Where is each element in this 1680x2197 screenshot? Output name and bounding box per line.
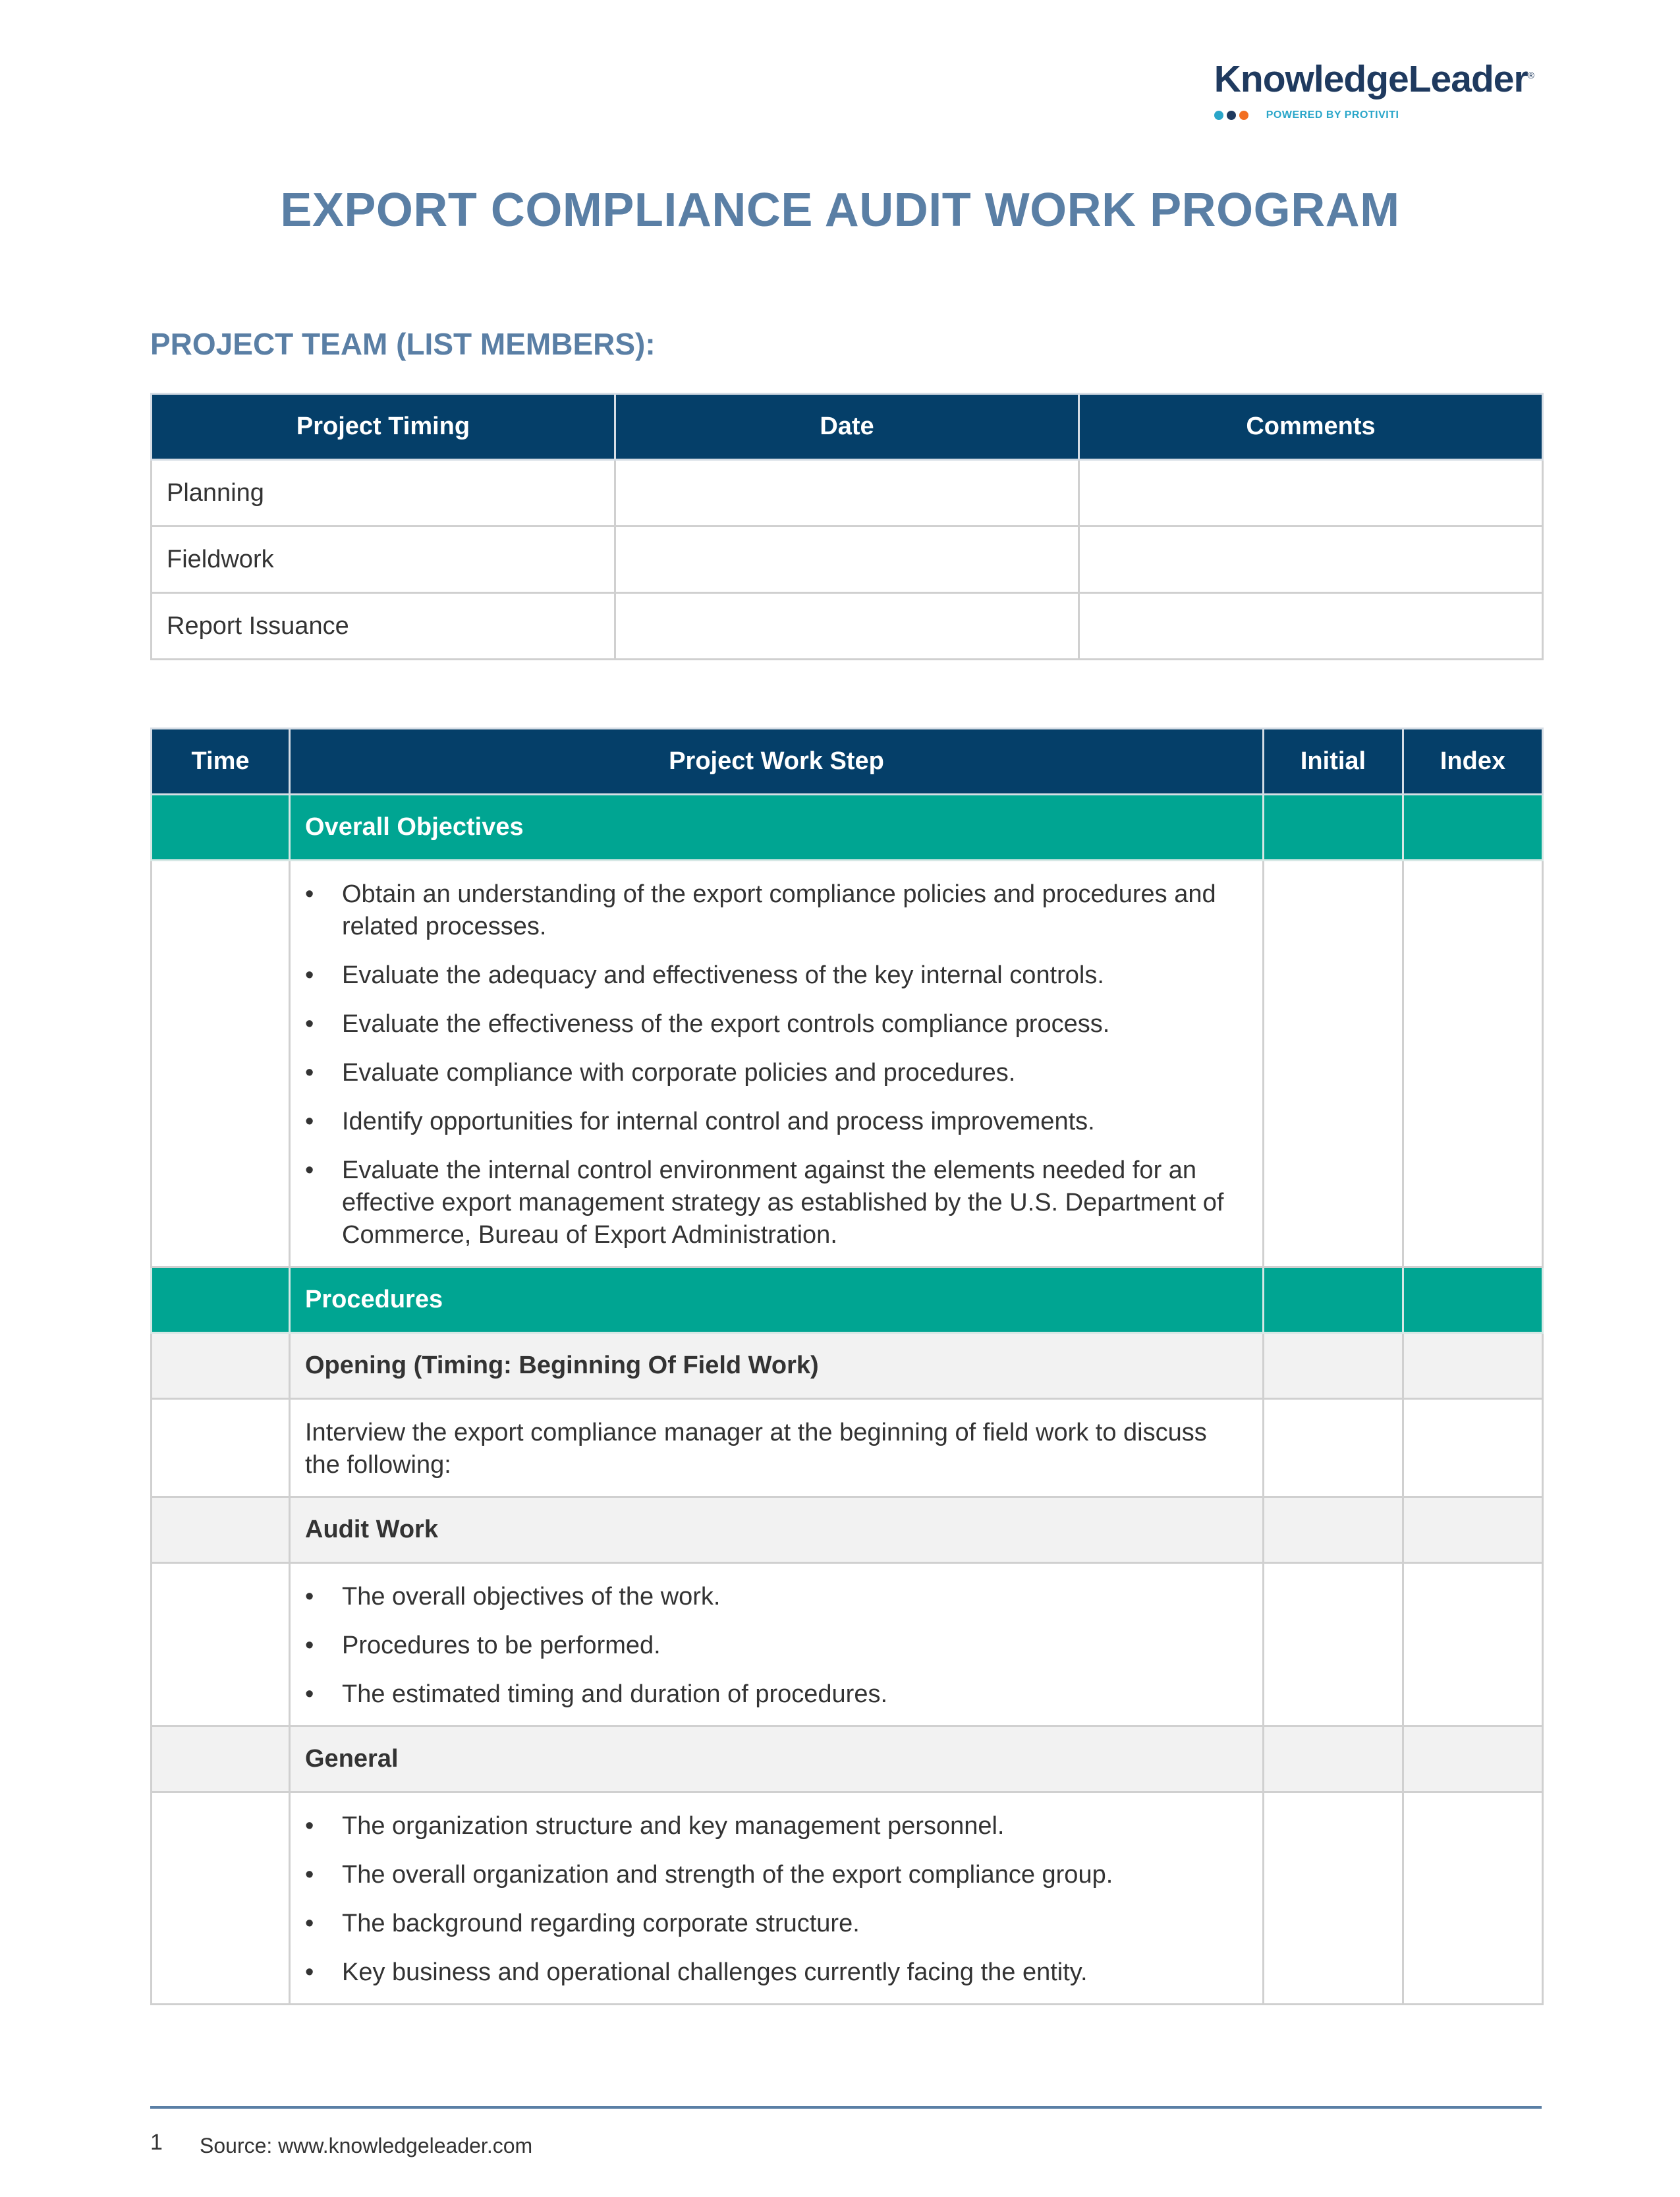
list-item: • Obtain an understanding of the export compliance policies and procedures and related processes.: [305, 878, 1248, 943]
subsection-row-opening: [152, 1333, 1543, 1399]
document-title: EXPORT COMPLIANCE AUDIT WORK PROGRAM: [280, 184, 1400, 237]
initial-cell: [1264, 1267, 1403, 1333]
subsection-heading-opening: Opening (Timing: Beginning Of Field Work): [290, 1333, 1264, 1399]
date-cell-planning[interactable]: [615, 460, 1079, 527]
subsection-heading-general: General: [290, 1726, 1264, 1792]
list-item: • Procedures to be performed.: [305, 1630, 1248, 1662]
initial-cell: [1264, 795, 1403, 861]
work-step-cell: [290, 861, 1264, 1267]
list-item: • The background regarding corporate structure.: [305, 1908, 1248, 1940]
timing-label-fieldwork: Fieldwork: [152, 527, 615, 593]
initial-cell[interactable]: [1264, 1399, 1403, 1497]
column-header-project-timing: Project Timing: [152, 394, 615, 460]
list-item: • Evaluate the effectiveness of the export controls compliance process.: [305, 1008, 1248, 1041]
time-cell: [152, 1726, 290, 1792]
table-row: [152, 861, 1543, 1267]
list-item: • Key business and operational challenges currently facing the entity.: [305, 1956, 1248, 1989]
list-item: • The overall objectives of the work.: [305, 1581, 1248, 1613]
logo-wordmark-text: KnowledgeLeader: [1214, 58, 1528, 100]
work-header-row: [152, 729, 1543, 795]
comments-cell-report-issuance[interactable]: [1079, 593, 1543, 660]
comments-cell-fieldwork[interactable]: [1079, 527, 1543, 593]
comments-cell-planning[interactable]: [1079, 460, 1543, 527]
subsection-row-general: [152, 1726, 1543, 1792]
logo-dot-icon-1: [1214, 111, 1223, 120]
project-timing-table: [150, 393, 1544, 660]
initial-cell[interactable]: [1264, 1563, 1403, 1726]
knowledgeleader-logo: [1214, 54, 1534, 121]
initial-cell[interactable]: [1264, 1792, 1403, 2005]
timing-label-report-issuance: Report Issuance: [152, 593, 615, 660]
table-row: [152, 527, 1543, 593]
logo-dot-icon-2: [1227, 111, 1236, 120]
time-cell[interactable]: [152, 861, 290, 1267]
index-cell: [1403, 1726, 1543, 1792]
index-cell: [1403, 1267, 1543, 1333]
audit-work-list: [305, 1581, 1248, 1711]
list-item: • Evaluate the internal control environment against the elements needed for an effective export management strategy as established by the U.S. Department of Commerce, Bureau of Export Administration.: [305, 1155, 1248, 1251]
time-cell[interactable]: [152, 1563, 290, 1726]
table-row: [152, 1399, 1543, 1497]
timing-label-planning: Planning: [152, 460, 615, 527]
time-cell: [152, 1497, 290, 1563]
logo-dot-icon-3: [1239, 111, 1248, 120]
time-cell: [152, 795, 290, 861]
initial-cell: [1264, 1726, 1403, 1792]
work-step-cell: [290, 1563, 1264, 1726]
column-header-date: Date: [615, 394, 1079, 460]
index-cell[interactable]: [1403, 1563, 1543, 1726]
objectives-list: [305, 878, 1248, 1251]
index-cell[interactable]: [1403, 1792, 1543, 2005]
source-citation: Source: www.knowledgeleader.com: [200, 2134, 533, 2157]
subsection-heading-audit-work: Audit Work: [290, 1497, 1264, 1563]
work-step-cell: [290, 1399, 1264, 1497]
column-header-comments: Comments: [1079, 394, 1543, 460]
table-row: [152, 460, 1543, 527]
initial-cell[interactable]: [1264, 861, 1403, 1267]
index-cell: [1403, 795, 1543, 861]
list-item: • Identify opportunities for internal control and process improvements.: [305, 1106, 1248, 1138]
index-cell: [1403, 1497, 1543, 1563]
date-cell-fieldwork[interactable]: [615, 527, 1079, 593]
section-row-procedures: [152, 1267, 1543, 1333]
section-heading-procedures: Procedures: [290, 1267, 1264, 1333]
time-cell[interactable]: [152, 1792, 290, 2005]
time-cell: [152, 1333, 290, 1399]
column-header-initial: Initial: [1264, 729, 1403, 795]
logo-tagline: POWERED BY PROTIVITI: [1266, 109, 1399, 121]
footer-divider: [150, 2106, 1542, 2109]
initial-cell: [1264, 1333, 1403, 1399]
list-item: • The overall organization and strength of the export compliance group.: [305, 1859, 1248, 1891]
list-item: • Evaluate the adequacy and effectiveness of the key internal controls.: [305, 959, 1248, 992]
logo-subline: [1214, 109, 1534, 121]
date-cell-report-issuance[interactable]: [615, 593, 1079, 660]
project-team-heading: PROJECT TEAM (LIST MEMBERS):: [150, 327, 656, 361]
initial-cell: [1264, 1497, 1403, 1563]
column-header-time: Time: [152, 729, 290, 795]
list-item: • The estimated timing and duration of procedures.: [305, 1678, 1248, 1711]
table-row: [152, 1563, 1543, 1726]
work-step-cell: [290, 1792, 1264, 2005]
subsection-row-audit-work: [152, 1497, 1543, 1563]
table-row: [152, 593, 1543, 660]
page-number: 1: [150, 2130, 163, 2155]
table-row: [152, 1792, 1543, 2005]
general-list: [305, 1810, 1248, 1989]
column-header-project-work-step: Project Work Step: [290, 729, 1264, 795]
list-item: • The organization structure and key management personnel.: [305, 1810, 1248, 1842]
opening-instruction-text: Interview the export compliance manager at the beginning of field work to discuss the following:: [305, 1419, 1207, 1479]
index-cell: [1403, 1333, 1543, 1399]
section-row-overall-objectives: [152, 795, 1543, 861]
list-item: • Evaluate compliance with corporate policies and procedures.: [305, 1057, 1248, 1089]
section-heading-overall-objectives: Overall Objectives: [290, 795, 1264, 861]
work-program-table: [150, 728, 1544, 2005]
registered-mark: ®: [1527, 70, 1534, 80]
column-header-index: Index: [1403, 729, 1543, 795]
timing-header-row: [152, 394, 1543, 460]
time-cell: [152, 1267, 290, 1333]
index-cell[interactable]: [1403, 861, 1543, 1267]
index-cell[interactable]: [1403, 1399, 1543, 1497]
time-cell[interactable]: [152, 1399, 290, 1497]
logo-wordmark: [1214, 54, 1534, 100]
